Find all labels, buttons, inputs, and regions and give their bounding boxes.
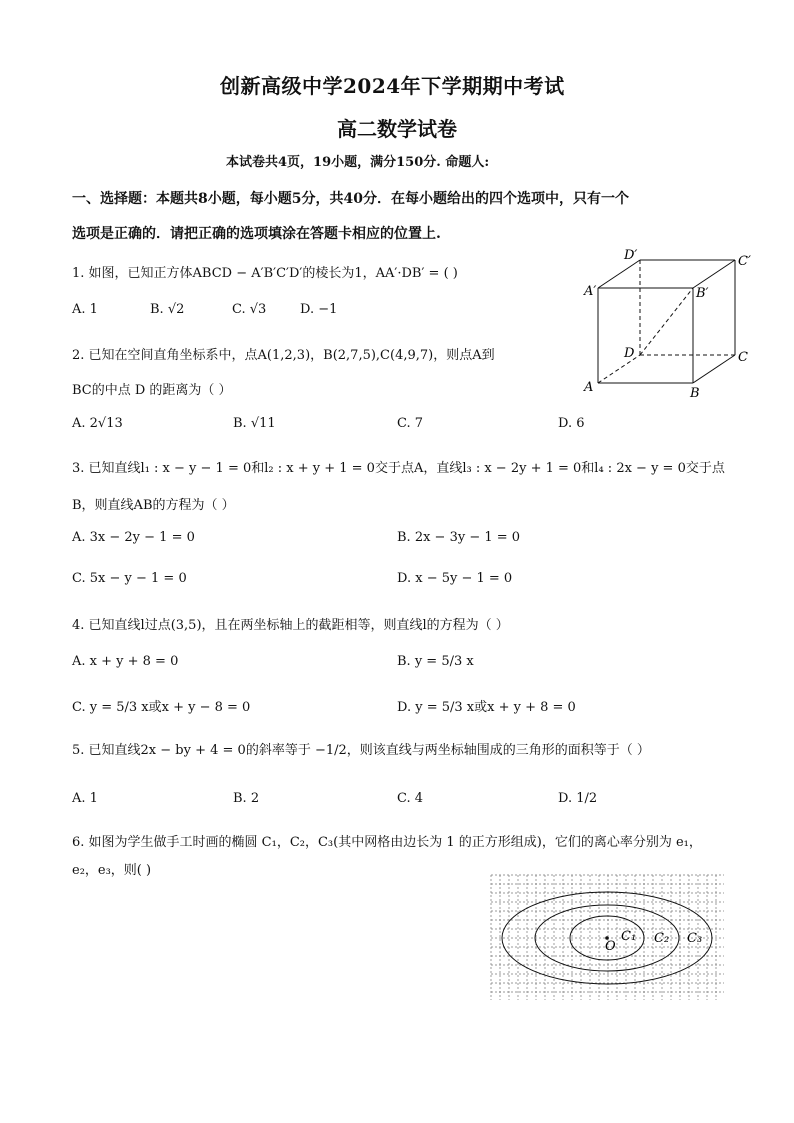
- q5-option-a: A. 1: [72, 791, 98, 806]
- question-3-line2: B，则直线AB的方程为（ ）: [72, 498, 235, 513]
- cube-label-c: C: [738, 350, 748, 365]
- question-1-text: 1. 如图，已知正方体ABCD − A′B′C′D′的棱长为1，AA′·DB′ = ( ): [72, 266, 458, 281]
- exam-title: 创新高级中学2024年下学期期中考试: [220, 74, 565, 98]
- exam-info: 本试卷共4页，19小题，满分150分. 命题人:: [226, 155, 490, 170]
- label-o: O: [605, 939, 616, 954]
- cube-label-a: A: [584, 380, 594, 395]
- q3-option-d: D. x − 5y − 1 = 0: [397, 571, 513, 586]
- q5-option-c: C. 4: [397, 791, 424, 806]
- q4-option-d: D. y = 5/3 x或x + y + 8 = 0: [397, 700, 576, 715]
- question-5-text: 5. 已知直线2x − by + 4 = 0的斜率等于 −1/2，则该直线与两坐标轴围成的三角形的面积等于（ ）: [72, 743, 650, 758]
- cube-label-b: B: [690, 386, 700, 400]
- question-4-text: 4. 已知直线l过点(3,5)，且在两坐标轴上的截距相等，则直线l的方程为（ ）: [72, 618, 509, 633]
- q3-option-a: A. 3x − 2y − 1 = 0: [72, 530, 195, 545]
- q4-option-b: B. y = 5/3 x: [397, 654, 474, 669]
- q1-option-d: D. −1: [300, 302, 338, 317]
- q1-option-b: B. √2: [150, 302, 185, 317]
- section-heading-line1: 一、选择题：本题共8小题，每小题5分，共40分．在每小题给出的四个选项中，只有一个: [72, 191, 629, 207]
- q2-option-c: C. 7: [397, 416, 424, 431]
- question-6-line2: e₂，e₃，则( ): [72, 863, 152, 878]
- q4-option-c: C. y = 5/3 x或x + y − 8 = 0: [72, 700, 251, 715]
- q1-option-c: C. √3: [232, 302, 267, 317]
- q5-option-d: D. 1/2: [558, 791, 598, 806]
- q1-option-a: A. 1: [72, 302, 98, 317]
- q5-option-b: B. 2: [233, 791, 260, 806]
- cube-label-b1: B′: [696, 286, 709, 301]
- question-3-line1: 3. 已知直线l₁ : x − y − 1 = 0和l₂ : x + y + 1 = 0交于点A，直线l₃ : x − 2y + 1 = 0和l₄ : 2x − y = 0交于点: [72, 461, 725, 476]
- q2-option-a: A. 2√13: [72, 416, 123, 431]
- q3-option-b: B. 2x − 3y − 1 = 0: [397, 530, 521, 545]
- label-c3: C₃: [687, 931, 703, 946]
- ellipse-grid-figure: [490, 874, 725, 1002]
- question-6-line1: 6. 如图为学生做手工时画的椭圆 C₁，C₂，C₃(其中网格由边长为 1 的正方形组成)，它们的离心率分别为 e₁，: [72, 835, 702, 850]
- cube-label-c1: C′: [738, 254, 751, 269]
- q2-option-d: D. 6: [558, 416, 585, 431]
- exam-subtitle: 高二数学试卷: [337, 117, 457, 141]
- q2-option-b: B. √11: [233, 416, 276, 431]
- cube-figure: [580, 245, 755, 400]
- label-c2: C₂: [654, 931, 670, 946]
- label-c1: C₁: [621, 929, 637, 944]
- cube-label-d1: D′: [624, 248, 638, 263]
- q4-option-a: A. x + y + 8 = 0: [72, 654, 179, 669]
- section-heading-line2: 选项是正确的．请把正确的选项填涂在答题卡相应的位置上.: [72, 226, 441, 242]
- q3-option-c: C. 5x − y − 1 = 0: [72, 571, 187, 586]
- cube-label-d: D: [624, 346, 635, 361]
- cube-label-a1: A′: [584, 284, 597, 299]
- question-2-line1: 2. 已知在空间直角坐标系中，点A(1,2,3)，B(2,7,5),C(4,9,7)，则点A到: [72, 348, 495, 363]
- question-2-line2: BC的中点 D 的距离为（ ）: [72, 383, 232, 398]
